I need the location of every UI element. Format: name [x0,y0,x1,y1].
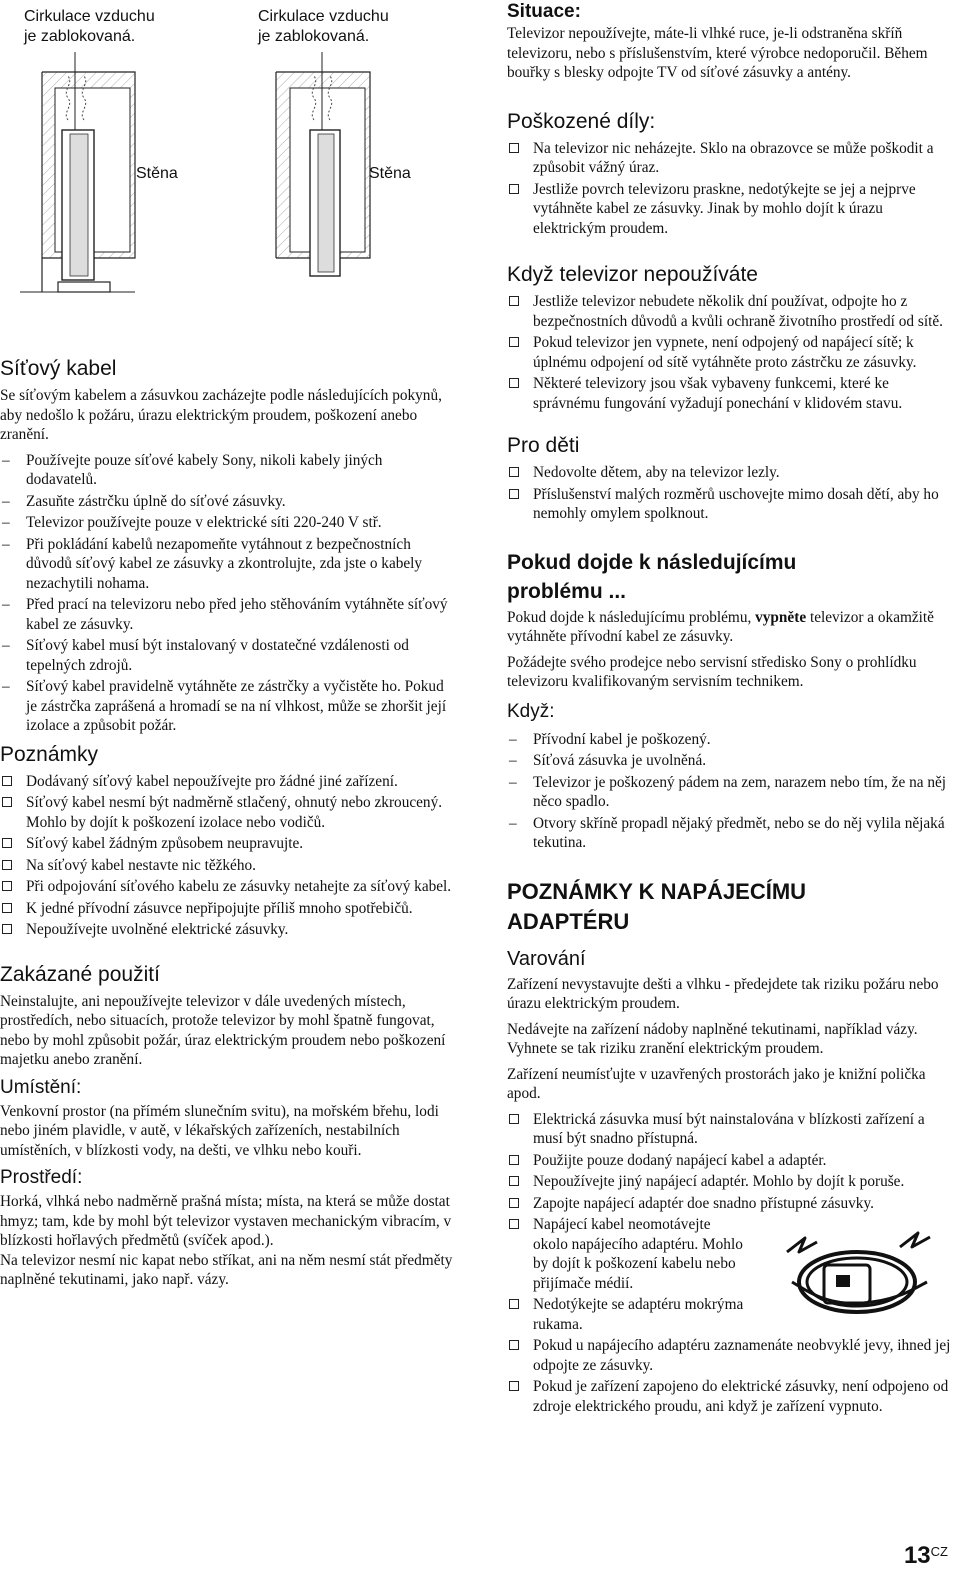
situation-text: Televizor nepoužívejte, máte-li vlhké ruce, je-li odstraněna skříň televizoru, nebo s příslušenstvím, které výrobce nedoporučil. Během bouřky s blesky odpojte TV od síťové zásuvky a antény. [507,25,928,81]
list-item: – Síťový kabel musí být instalovaný v dostatečné vzdálenosti od tepelných zdrojů. [0,636,455,675]
warning-title: Varování [507,947,586,970]
list-item: Síťový kabel žádným způsobem neupravujte. [0,834,455,854]
damaged-title: Poškozené díly: [507,109,656,133]
list-item: Pokud televizor jen vypnete, není odpojený od napájecí sítě; k úplnému odpojení od sítě vytáhněte proto zástrčku ze zásuvky. [507,333,955,372]
left-tv-diagram [20,52,135,292]
adapter-list [507,1110,955,1214]
wall-label-right: Stěna [369,165,411,182]
list-item: Zapojte napájecí adaptér doe snadno přístupné zásuvky. [507,1194,955,1214]
list-item: Jestliže povrch televizoru praskne, nedotýkejte se jej a nejprve vytáhněte kabel ze zásuvky. Jinak by mohlo dojít k úrazu elektrickým proudem. [507,180,955,239]
list-item: Při odpojování síťového kabelu ze zásuvky netahejte za síťový kabel. [0,877,455,897]
list-item: Jestliže televizor nebudete několik dní používat, odpojte ho z bezpečnostních důvodů a kvůli ochraně životního prostředí od sítě. [507,292,955,331]
list-item: – Používejte pouze síťové kabely Sony, nikoli kabely jiných dodavatelů. [0,451,455,490]
not-using-list [507,292,955,413]
problem-title: Pokud dojde k následujícímu problému ... [507,550,797,603]
list-item: Použijte pouze dodaný napájecí kabel a adaptér. [507,1151,955,1171]
list-item: Pokud je zařízení zapojeno do elektrické zásuvky, není odpojeno od zdroje elektrického proudu, ani když je zařízení vypnuto. [507,1377,955,1416]
airflow-label-left: Cirkulace vzduchu je zablokovaná. [24,8,155,45]
left-column [0,356,455,1290]
list-item: Na televizor nic neházejte. Sklo na obrazovce se může poškodit a způsobit vážný úraz. [507,139,955,178]
list-item: – Síťová zásuvka je uvolněná. [507,751,955,771]
list-item: Na síťový kabel nestavte nic těžkého. [0,856,455,876]
adapter-cable-icon [762,1207,952,1327]
list-item: – Televizor je poškozený pádem na zem, narazem nebo tím, že na něj něco spadlo. [507,773,955,812]
situation-title: Situace: [507,1,581,22]
list-item: – Síťový kabel pravidelně vytáhněte ze zástrčky a vyčistěte ho. Pokud je zástrčka zaprášená a hromadí se na ní vlhkost, může se zhoršit její izolace a způsobit požár. [0,677,455,736]
adapter-wrap-block [507,1215,955,1334]
list-item: Některé televizory jsou však vybaveny funkcemi, které ke správnému fungování vyžadují ponechání v klidovém stavu. [507,374,955,413]
list-item: Dodávaný síťový kabel nepoužívejte pro žádné jiné zařízení. [0,772,455,792]
adapter-list-wrapped [507,1215,747,1334]
list-item: Nedovolte dětem, aby na televizor lezly. [507,463,955,483]
notes-title: Poznámky [0,742,99,766]
location-text: Venkovní prostor (na přímém slunečním svitu), na mořském břehu, lodi nebo jiném plavidle, v autě, v lékařských zařízeních, nestabilních umístěních, v blízkosti vody, na dešti, ve vlhku nebo kouři. [0,1102,439,1159]
list-item: – Televizor používejte pouze v elektrické síti 220-240 V stř. [0,513,455,533]
location-title: Umístění: [0,1076,82,1098]
list-item: Pokud u napájecího adaptéru zaznamenáte neobvyklé jevy, ihned jej odpojte ze zásuvky. [507,1336,955,1375]
list-item: K jedné přívodní zásuvce nepřipojujte příliš mnoho spotřebičů. [0,899,455,919]
list-item: Napájecí kabel neomotávejte okolo napájecího adaptéru. Mohlo by dojít k poškození kabelu nebo přijímače médií. [507,1215,747,1293]
when-title: Když: [507,700,555,722]
adapter-text-2: Nedávejte na zařízení nádoby naplněné tekutinami, například vázy. Vyhnete se tak riziku zranění elektrickým proudem. [507,1020,918,1057]
list-item: Nedotýkejte se adaptéru mokrýma rukama. [507,1295,747,1334]
children-list [507,463,955,524]
list-item: – Otvory skříně propadl nějaký předmět, nebo se do něj vylila nějaká tekutina. [507,814,955,853]
problem-text-2: Požádejte svého prodejce nebo servisní středisko Sony o prohlídku televizoru kvalifikovaným servisním technikem. [507,653,917,690]
right-tv-diagram [276,52,370,276]
list-item: – Zasuňte zástrčku úplně do síťové zásuvky. [0,492,455,512]
adapter-text-1: Zařízení nevystavujte dešti a vlhku - předejdete tak riziku požáru nebo úrazu elektrickým proudem. [507,975,939,1012]
list-item: Síťový kabel nesmí být nadměrně stlačený, ohnutý nebo zkroucený. Mohlo by dojít k poškození izolace nebo vodičů. [0,793,455,832]
tv-wall-drawing [0,0,470,300]
notes-list [0,772,455,940]
list-item: Nepoužívejte jiný napájecí adaptér. Mohlo by dojít k poruše. [507,1172,955,1192]
prohibited-title: Zakázané použití [0,962,160,986]
right-column [507,0,955,1418]
environment-text-2: Na televizor nesmí nic kapat nebo stříkat, ani na něm nesmí stát předměty naplněné tekutinami, jako např. vázy. [0,1251,453,1288]
airflow-label-right: Cirkulace vzduchu je zablokovaná. [258,8,389,45]
list-item: Elektrická zásuvka musí být nainstalována v blízkosti zařízení a musí být snadno přístupná. [507,1110,955,1149]
list-item: – Před prací na televizoru nebo před jeho stěhováním vytáhněte síťový kabel ze zásuvky. [0,595,455,634]
problem-list [507,730,955,853]
damaged-list [507,139,955,239]
adapter-list-tail [507,1336,955,1416]
not-using-title: Když televizor nepoužíváte [507,263,758,286]
power-cable-title: Síťový kabel [0,357,117,380]
list-item: – Při pokládání kabelů nezapomeňte vytáhnout z bezpečnostních důvodů síťový kabel ze zásuvky a zkontrolujte, zda jste o kabely nezachytili nohama. [0,535,455,594]
adapter-title: POZNÁMKY K NAPÁJECÍMU ADAPTÉRU [507,878,807,934]
ventilation-illustration [0,0,470,300]
environment-title: Prostředí: [0,1167,83,1188]
prohibited-intro: Neinstalujte, ani nepoužívejte televizor v dále uvedených místech, prostředích, nebo situacích, protože televizor by mohl špatně fungovat, nebo by mohl způsobit požár, úraz elektrickým proudem nebo poškození majetku anebo zranění. [0,992,446,1068]
list-item: Příslušenství malých rozměrů uschovejte mimo dosah dětí, aby ho nemohly omylem spolknout. [507,485,955,524]
power-cable-list [0,451,455,736]
problem-text-1: Pokud dojde k následujícímu problému, vypněte televizor a okamžitě vytáhněte přívodní kabel ze zásuvky. [507,608,934,645]
power-cable-intro: Se síťovým kabelem a zásuvkou zacházejte podle následujících pokynů, aby nedošlo k požáru, úrazu elektrickým proudem, poškození anebo zranění. [0,387,442,443]
environment-text: Horká, vlhká nebo nadměrně prašná místa; místa, na která se může dostat hmyz; tam, kde by mohl být televizor vystaven mechanickým vibracím, v blízkosti hořlavých předmětů (svíček apod.). [0,1193,452,1249]
wall-label-left: Stěna [136,165,178,182]
page-number: $13^{CZ}$ [903,1542,948,1569]
adapter-text-3: Zařízení neumísťujte v uzavřených prostorách jako je knižní polička apod. [507,1065,926,1102]
list-item: – Přívodní kabel je poškozený. [507,730,955,750]
children-title: Pro děti [507,434,580,457]
list-item: Nepoužívejte uvolněné elektrické zásuvky. [0,920,455,940]
